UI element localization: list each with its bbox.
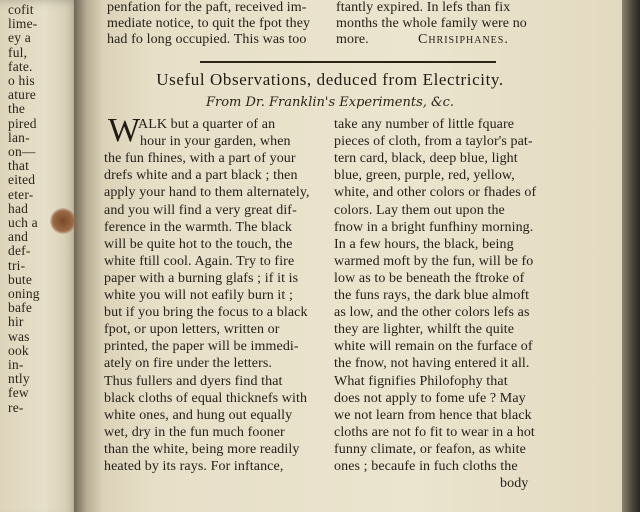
column-2-line: white will remain on the furface of: [334, 339, 533, 355]
left-fragment-line: o his: [8, 73, 35, 88]
left-fragment-line: lan-: [8, 129, 30, 145]
column-2-line: the fnow, not having entered it all.: [334, 356, 530, 372]
top-right-line: months the whole family were no: [336, 16, 527, 31]
left-fragment-line: bafe: [8, 300, 33, 316]
article-title: Useful Observations, deduced from Electricity.: [156, 70, 504, 89]
column-2-line: warmed moft by the fun, will be fo: [334, 253, 534, 269]
column-1-line: white ones, and hung out equally: [104, 407, 293, 423]
column-2-line: the funs rays, the dark blue almoft: [334, 288, 530, 303]
column-1-line: drefs white and a part black ; then: [104, 168, 298, 184]
left-fragment-line: few: [8, 385, 29, 401]
left-fragment-line: tri-: [8, 257, 26, 273]
column-1-line: fpot, or upon letters, written or: [104, 322, 280, 338]
left-fragment-line: in-: [8, 357, 24, 372]
column-2-line: tern card, black, deep blue, light: [334, 151, 518, 167]
top-right-line: Chrisiphanes.: [418, 32, 509, 47]
column-1-line: white you will not eafily burn it ;: [104, 288, 293, 303]
top-right-line: more.: [336, 32, 369, 47]
page-gutter: [74, 0, 102, 512]
column-2-line: blue, green, purple, red, yellow,: [334, 168, 515, 184]
left-fragment-line: on—: [8, 144, 36, 159]
column-2-line: In a few hours, the black, being: [334, 236, 514, 252]
column-1-line: paper with a burning glafs ; if it is: [104, 270, 299, 286]
column-1-line: black cloths of equal thicknefs with: [104, 390, 308, 406]
column-1-line: apply your hand to them alternately,: [104, 185, 310, 201]
top-left-line: mediate notice, to quit the fpot they: [107, 16, 311, 31]
left-fragment-line: fate.: [8, 58, 33, 74]
column-1-line: will be quite hot to the touch, the: [104, 236, 293, 252]
column-2-line: they are lighter, whilft the quite: [334, 322, 515, 338]
column-2-line: funny climate, or feafon, as white: [334, 441, 526, 457]
left-fragment-line: ful,: [8, 44, 28, 60]
left-fragment-line: pired: [8, 115, 37, 131]
column-1-line: ference in the warmth. The black: [104, 219, 292, 235]
column-1-line: ALK but a quarter of an: [138, 117, 276, 132]
left-fragment-line: oning: [8, 286, 40, 301]
column-1-line: ately on fire under the letters.: [104, 356, 273, 372]
column-1-line: Thus fullers and dyers find that: [104, 373, 283, 389]
column-1-line: the fun fhines, with a part of your: [104, 151, 296, 167]
left-fragment-line: def-: [8, 243, 31, 259]
column-2-line: we not learn from hence that black: [334, 407, 532, 423]
left-fragment-line: ature: [8, 87, 36, 103]
column-2-line: white, and other colors or fhades of: [334, 185, 537, 201]
left-fragment-line: that: [8, 158, 30, 174]
column-1-line: white ftill cool. Again. Try to fire: [104, 253, 295, 269]
column-2-line: take any number of little fquare: [334, 117, 515, 132]
column-1-line: printed, the paper will be immedi-: [104, 339, 299, 355]
column-2-line: fnow in a bright funfhiny morning.: [334, 219, 534, 235]
top-right-line: ftantly expired. In lefs than fix: [336, 0, 511, 15]
left-fragment-line: and: [8, 229, 29, 245]
column-2-line: cloths are not fo fit to wear in a hot: [334, 424, 535, 440]
left-fragment-line: had: [8, 200, 29, 216]
left-fragment-line: was: [8, 328, 30, 344]
drop-cap: W: [108, 112, 141, 149]
column-2-line: as low, and the other colors lefs as: [334, 305, 530, 321]
column-1-line: wet, dry in the fun much fooner: [104, 424, 285, 440]
column-1-line: and you will find a very great dif-: [104, 202, 297, 218]
top-left-line: penfation for the paft, received im-: [107, 0, 307, 15]
column-2-line: low as to be beneath the ftroke of: [334, 270, 525, 286]
top-left-line: had fo long occupied. This was too: [107, 32, 307, 47]
column-2-line: does not apply to fome ufe ? May: [334, 390, 526, 406]
column-2-line: What fignifies Philofophy that: [334, 373, 508, 389]
ink-stain: [50, 208, 76, 234]
section-rule: [200, 61, 496, 63]
column-2-line: colors. Lay them out upon the: [334, 202, 505, 218]
left-fragment-line: eited: [8, 172, 36, 188]
column-1-line: hour in your garden, when: [140, 134, 291, 150]
left-fragment-line: bute: [8, 271, 33, 287]
left-fragment-line: ook: [8, 342, 29, 358]
left-fragment-line: ntly: [8, 371, 30, 387]
left-fragment-line: lime-: [8, 16, 38, 32]
column-1-line: than the white, being more readily: [104, 441, 300, 457]
left-fragment-line: uch a: [8, 215, 38, 230]
left-fragment-line: ey a: [8, 30, 31, 46]
left-fragment-line: eter-: [8, 186, 34, 202]
right-edge-shadow: [622, 0, 640, 512]
article-subtitle: From Dr. Franklin's Experiments, &c.: [205, 95, 455, 110]
left-fragment-line: hir: [8, 314, 24, 330]
left-fragment-line: re-: [8, 399, 24, 415]
left-fragment-line: cofit: [8, 2, 34, 17]
column-1-line: heated by its rays. For inftance,: [104, 459, 284, 474]
column-2-line: body: [500, 476, 529, 492]
column-2-line: pieces of cloth, from a taylor's pat-: [334, 134, 533, 150]
column-2-line: ones ; becaufe in fuch cloths the: [334, 459, 518, 474]
column-1-line: but if you bring the focus to a black: [104, 305, 308, 321]
left-fragment-line: the: [8, 101, 26, 117]
